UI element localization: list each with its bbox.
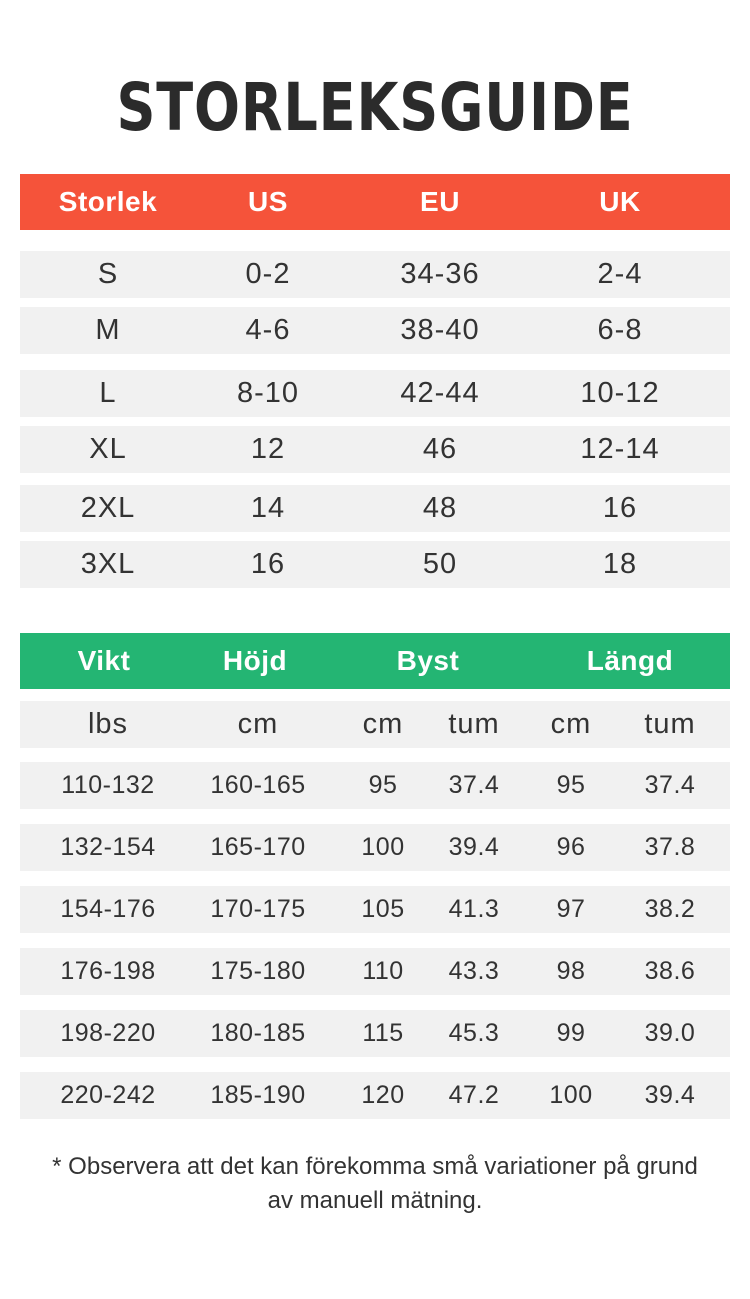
unit-height-cm: cm <box>237 708 279 740</box>
unit-lbs: lbs <box>87 708 129 740</box>
measure-cell-weight: 132-154 <box>60 833 156 861</box>
size-cell-uk: 2-4 <box>597 258 643 290</box>
measure-cell-length-tum: 39.4 <box>644 1081 696 1109</box>
size-table-row <box>20 251 730 298</box>
header-storlek: Storlek <box>58 186 158 217</box>
measure-cell-weight: 176-198 <box>60 957 156 985</box>
measure-cell-height: 165-170 <box>210 833 306 861</box>
size-cell-uk: 16 <box>602 492 638 524</box>
measure-cell-length-cm: 96 <box>556 833 586 861</box>
size-cell-us: 12 <box>250 433 286 465</box>
measure-cell-bust-cm: 120 <box>361 1081 405 1109</box>
unit-bust-tum: tum <box>448 708 500 740</box>
header-langd: Längd <box>586 645 674 676</box>
size-table-row <box>20 541 730 588</box>
measure-cell-weight: 110-132 <box>61 771 155 799</box>
measure-cell-bust-tum: 39.4 <box>448 833 500 861</box>
measure-cell-length-cm: 95 <box>556 771 586 799</box>
size-cell-eu: 38-40 <box>400 314 480 346</box>
size-cell-uk: 10-12 <box>580 377 660 409</box>
header-eu: EU <box>420 186 460 217</box>
header-us: US <box>248 186 288 217</box>
size-table-row <box>20 307 730 354</box>
measure-cell-length-tum: 37.4 <box>644 771 696 799</box>
size-table-header <box>20 174 730 230</box>
header-uk: UK <box>599 186 641 217</box>
size-cell-us: 0-2 <box>245 258 291 290</box>
measure-cell-bust-cm: 110 <box>362 957 404 985</box>
measure-cell-length-tum: 39.0 <box>644 1019 696 1047</box>
measure-table-row <box>20 1010 730 1057</box>
measure-cell-bust-cm: 100 <box>361 833 405 861</box>
measure-cell-bust-cm: 115 <box>362 1019 404 1047</box>
size-cell-size: XL <box>89 433 127 465</box>
units-row <box>20 701 730 748</box>
size-cell-eu: 42-44 <box>400 377 480 409</box>
measure-cell-length-cm: 100 <box>549 1081 593 1109</box>
header-vikt: Vikt <box>77 645 131 676</box>
measure-cell-length-cm: 98 <box>556 957 586 985</box>
header-hojd: Höjd <box>222 645 288 676</box>
page-title: STORLEKSGUIDE <box>116 69 634 146</box>
measure-cell-bust-tum: 43.3 <box>448 957 500 985</box>
measure-cell-height: 180-185 <box>210 1019 306 1047</box>
size-cell-us: 14 <box>250 492 286 524</box>
measure-cell-height: 170-175 <box>210 895 306 923</box>
measure-table-row <box>20 824 730 871</box>
measure-cell-bust-tum: 41.3 <box>448 895 500 923</box>
footnote: * Observera att det kan förekomma små variationer på grund av manuell mätning. <box>52 1153 698 1214</box>
size-cell-eu: 50 <box>422 548 458 580</box>
size-cell-size: 2XL <box>80 492 136 524</box>
size-cell-uk: 6-8 <box>597 314 643 346</box>
size-cell-uk: 18 <box>602 548 638 580</box>
header-byst: Byst <box>396 645 460 676</box>
size-cell-eu: 46 <box>422 433 458 465</box>
unit-length-cm: cm <box>550 708 592 740</box>
size-table-row <box>20 485 730 532</box>
measure-cell-length-tum: 38.2 <box>644 895 696 923</box>
measure-table-header <box>20 633 730 689</box>
measure-table-row <box>20 1072 730 1119</box>
measure-cell-bust-tum: 45.3 <box>448 1019 500 1047</box>
size-cell-size: 3XL <box>80 548 136 580</box>
measure-cell-length-tum: 37.8 <box>644 833 696 861</box>
size-cell-eu: 34-36 <box>400 258 480 290</box>
size-cell-size: L <box>99 377 117 409</box>
measure-cell-height: 175-180 <box>210 957 306 985</box>
measure-cell-bust-cm: 105 <box>361 895 405 923</box>
measure-cell-weight: 220-242 <box>60 1081 156 1109</box>
measure-cell-weight: 154-176 <box>60 895 156 923</box>
measure-cell-length-cm: 97 <box>556 895 586 923</box>
size-cell-us: 4-6 <box>245 314 291 346</box>
size-table-row <box>20 370 730 417</box>
measure-cell-bust-tum: 37.4 <box>448 771 500 799</box>
size-cell-us: 16 <box>250 548 286 580</box>
size-table-row <box>20 426 730 473</box>
measure-cell-height: 185-190 <box>210 1081 306 1109</box>
measure-cell-bust-cm: 95 <box>368 771 398 799</box>
size-cell-us: 8-10 <box>236 377 300 409</box>
measure-cell-length-cm: 99 <box>556 1019 586 1047</box>
measure-cell-bust-tum: 47.2 <box>448 1081 500 1109</box>
measure-table-row <box>20 948 730 995</box>
measure-table-row <box>20 886 730 933</box>
unit-length-tum: tum <box>644 708 696 740</box>
unit-bust-cm: cm <box>362 708 404 740</box>
measure-table-row <box>20 762 730 809</box>
measure-cell-height: 160-165 <box>210 771 306 799</box>
size-cell-eu: 48 <box>422 492 458 524</box>
size-cell-size: M <box>95 314 121 346</box>
size-cell-size: S <box>97 258 119 290</box>
size-cell-uk: 12-14 <box>580 433 660 465</box>
measure-cell-weight: 198-220 <box>60 1019 156 1047</box>
measure-cell-length-tum: 38.6 <box>644 957 696 985</box>
